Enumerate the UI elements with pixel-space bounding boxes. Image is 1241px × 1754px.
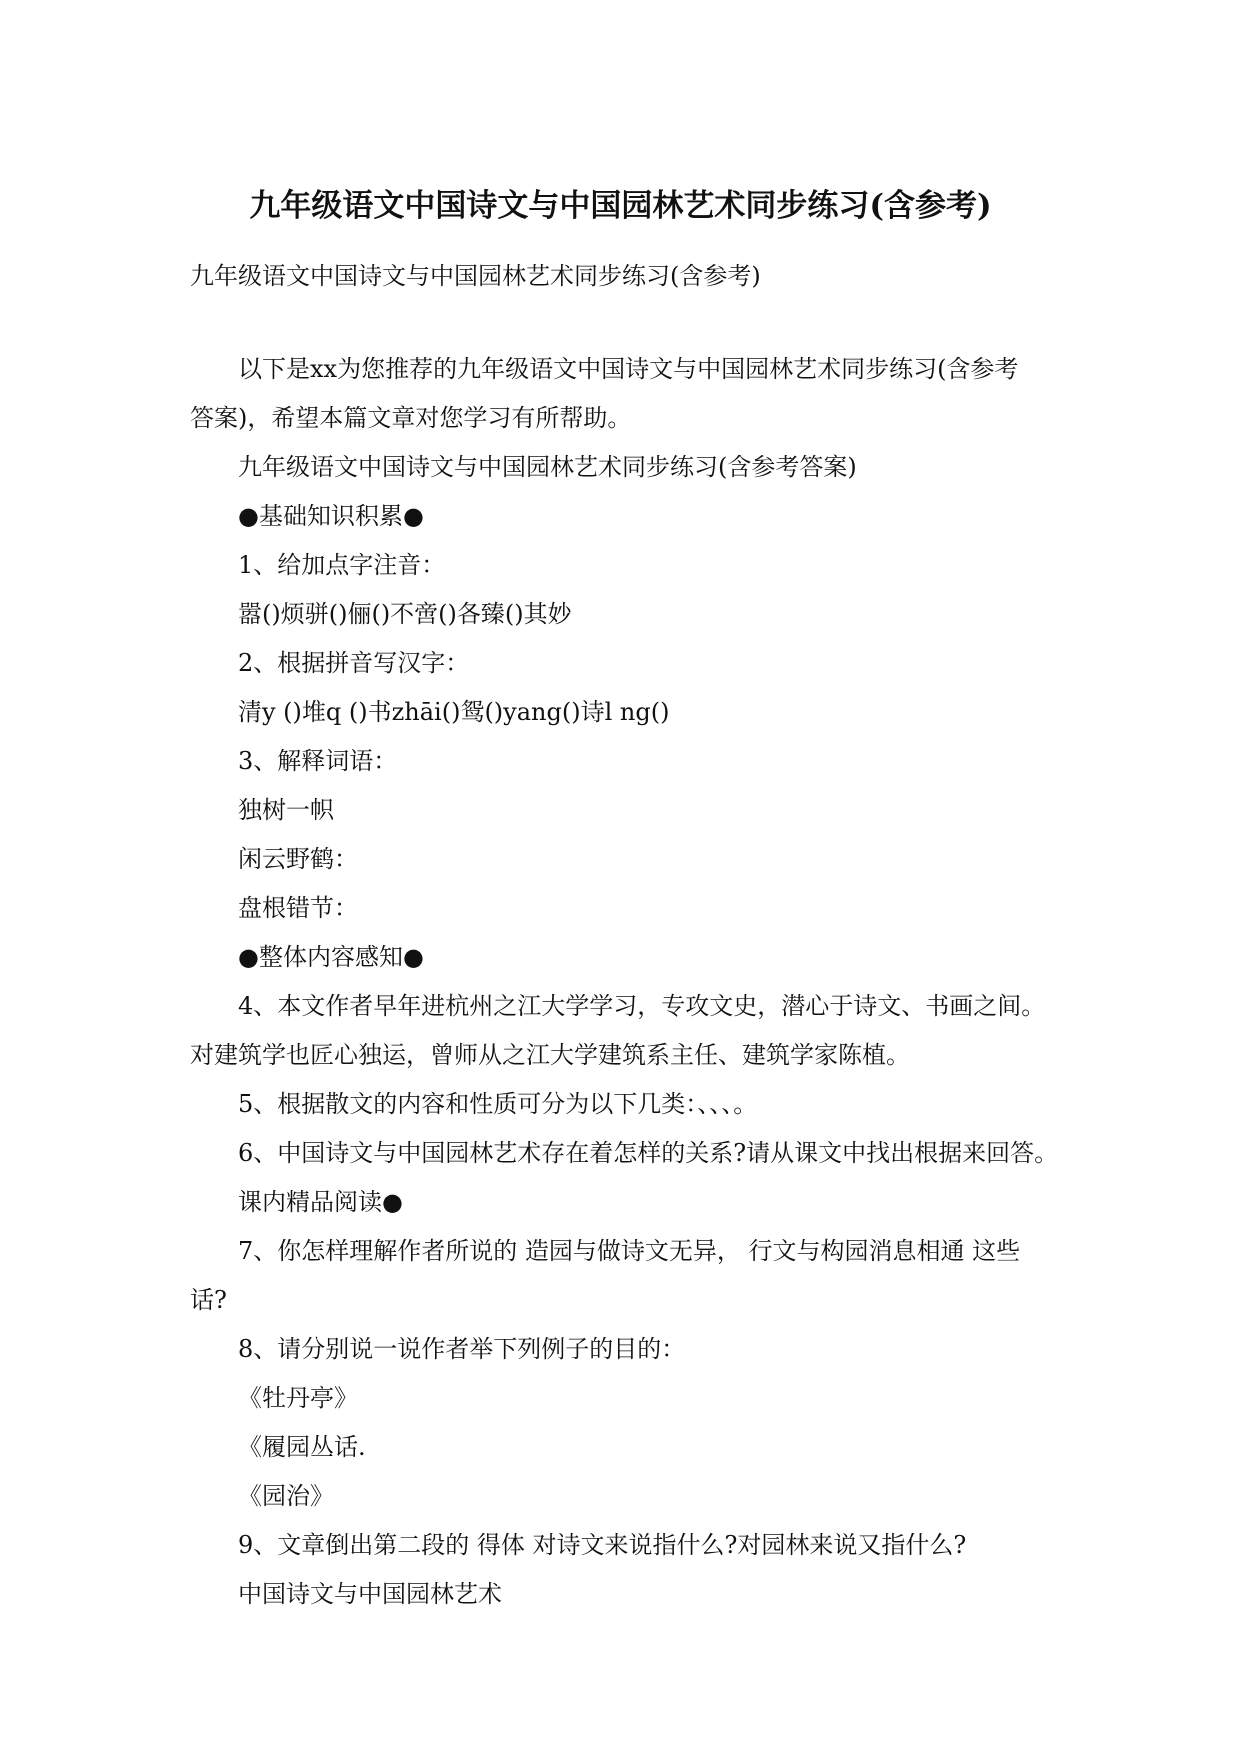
closing-line: 中国诗文与中国园林艺术 (238, 1580, 502, 1608)
exercise-heading: 九年级语文中国诗文与中国园林艺术同步练习(含参考答案) (238, 453, 857, 481)
term-1: 独树一帜 (238, 796, 334, 824)
question-7-line-1: 7、你怎样理解作者所说的 造园与做诗文无异， 行文与构园消息相通 这些 (238, 1237, 1021, 1265)
intro-line-2: 答案)，希望本篇文章对您学习有所帮助。 (190, 404, 632, 432)
term-2: 闲云野鹤： (238, 845, 358, 873)
example-1: 《牡丹亭》 (238, 1384, 358, 1412)
example-2: 《履园丛话. (238, 1433, 366, 1461)
term-3: 盘根错节： (238, 894, 358, 922)
question-1-content: 嚣()烦骈()俪()不啻()各臻()其妙 (238, 600, 572, 628)
section-overall-perception: ●整体内容感知● (238, 943, 424, 971)
document-title: 九年级语文中国诗文与中国园林艺术同步练习(含参考) (249, 188, 992, 224)
question-6: 6、中国诗文与中国园林艺术存在着怎样的关系?请从课文中找出根据来回答。 (238, 1139, 1059, 1167)
question-2: 2、根据拼音写汉字： (238, 649, 470, 677)
document-subtitle: 九年级语文中国诗文与中国园林艺术同步练习(含参考) (190, 262, 761, 290)
section-basic-knowledge: ●基础知识积累● (238, 502, 424, 530)
question-8: 8、请分别说一说作者举下列例子的目的： (238, 1335, 686, 1363)
question-4-line-1: 4、本文作者早年进杭州之江大学学习，专攻文史，潜心于诗文、书画之间。 (238, 992, 1046, 1020)
section-reading: 课内精品阅读● (238, 1188, 403, 1216)
question-3: 3、解释词语： (238, 747, 398, 775)
question-2-content: 清y ()堆q ()书zhāi()鸳()yang()诗l ng() (238, 698, 670, 726)
intro-line-1: 以下是xx为您推荐的九年级语文中国诗文与中国园林艺术同步练习(含参考 (238, 355, 1019, 383)
question-5: 5、根据散文的内容和性质可分为以下几类：、、、。 (238, 1090, 758, 1118)
question-7-line-2: 话? (190, 1286, 227, 1314)
question-4-line-2: 对建筑学也匠心独运，曾师从之江大学建筑系主任、建筑学家陈植。 (190, 1041, 910, 1069)
question-9: 9、文章倒出第二段的 得体 对诗文来说指什么?对园林来说又指什么? (238, 1531, 967, 1559)
question-1: 1、给加点字注音： (238, 551, 446, 579)
example-3: 《园治》 (238, 1482, 334, 1510)
